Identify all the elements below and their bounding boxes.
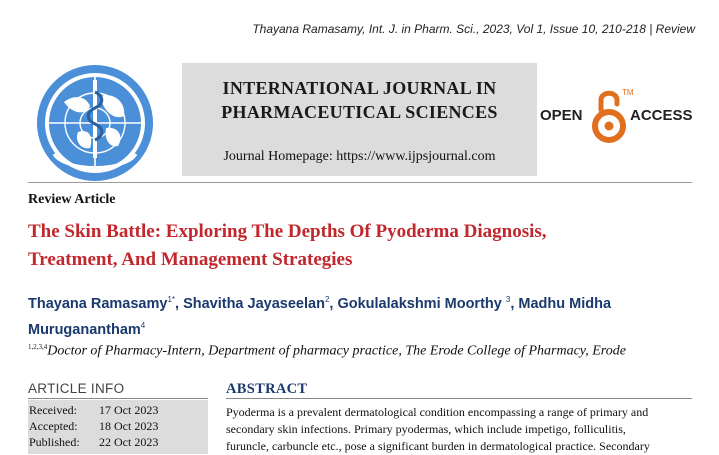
author-separator: ,	[329, 295, 338, 312]
article-title-line1: The Skin Battle: Exploring The Depths Of Pyoderma Diagnosis,	[28, 221, 547, 242]
author-sup: 1*	[167, 295, 175, 304]
affiliation-text: Doctor of Pharmacy-Intern, Department of pharmacy practice, The Erode College of Pharmacy, Erode	[47, 343, 626, 359]
info-label: Published:	[29, 435, 80, 449]
open-lock-icon	[592, 86, 626, 146]
author-sup: 2	[324, 295, 330, 304]
open-access-logo	[540, 86, 700, 148]
article-info-divider	[28, 398, 208, 399]
author-name[interactable]: Thayana Ramasamy	[28, 295, 168, 312]
info-value: 17 Oct 2023	[99, 403, 159, 417]
author-list	[28, 289, 688, 341]
info-row-accepted	[29, 419, 158, 434]
abstract-line: secondary skin infections. Primary pyodermas, which include impetigo, folliculitis,	[226, 422, 626, 436]
article-info-box	[28, 400, 208, 454]
running-head: Thayana Ramasamy, Int. J. in Pharm. Sci., 2023, Vol 1, Issue 10, 210-218 | Review	[252, 22, 695, 36]
info-value: 22 Oct 2023	[99, 435, 159, 449]
abstract-divider	[226, 398, 692, 399]
author-name[interactable]: Gokulalakshmi Moorthy	[337, 295, 502, 312]
abstract-line: furuncle, carbuncle etc., pose a significant burden in dermatological practice. Secondary	[226, 439, 650, 453]
affiliation	[28, 343, 708, 360]
author-name[interactable]: Madhu Midha Muruganantham	[28, 295, 612, 338]
author-sup: 4	[140, 320, 146, 330]
open-access-left-text: OPEN	[540, 107, 583, 124]
author-name[interactable]: Shavitha Jayaseelan	[183, 295, 325, 312]
open-access-tm: TM	[622, 88, 634, 97]
affiliation-sup: 1,2,3,4	[28, 343, 48, 351]
abstract-body	[226, 404, 692, 455]
author-separator: ,	[510, 295, 519, 312]
info-label: Received:	[29, 403, 77, 417]
journal-banner	[182, 63, 537, 176]
article-type: Review Article	[28, 192, 116, 207]
abstract-heading: ABSTRACT	[226, 381, 308, 397]
open-access-right-text: ACCESS	[630, 107, 693, 124]
author-sup: 3	[505, 295, 511, 304]
article-title	[28, 218, 688, 274]
journal-title-line1: INTERNATIONAL JOURNAL IN	[222, 78, 497, 98]
header-divider	[28, 182, 692, 183]
article-title-line2: Treatment, And Management Strategies	[28, 249, 353, 270]
journal-emblem-logo	[34, 62, 156, 184]
journal-title	[182, 76, 537, 124]
journal-title-line2: PHARMACEUTICAL SCIENCES	[221, 102, 498, 122]
journal-homepage[interactable]: Journal Homepage: https://www.ijpsjournal.com	[223, 149, 496, 164]
info-row-published	[29, 435, 158, 450]
info-row-received	[29, 403, 158, 418]
abstract-line: Pyoderma is a prevalent dermatological condition encompassing a range of primary and	[226, 405, 649, 419]
article-info-heading: ARTICLE INFO	[28, 381, 125, 396]
author-separator: ,	[175, 295, 184, 312]
info-value: 18 Oct 2023	[99, 419, 159, 433]
info-label: Accepted:	[29, 419, 78, 433]
